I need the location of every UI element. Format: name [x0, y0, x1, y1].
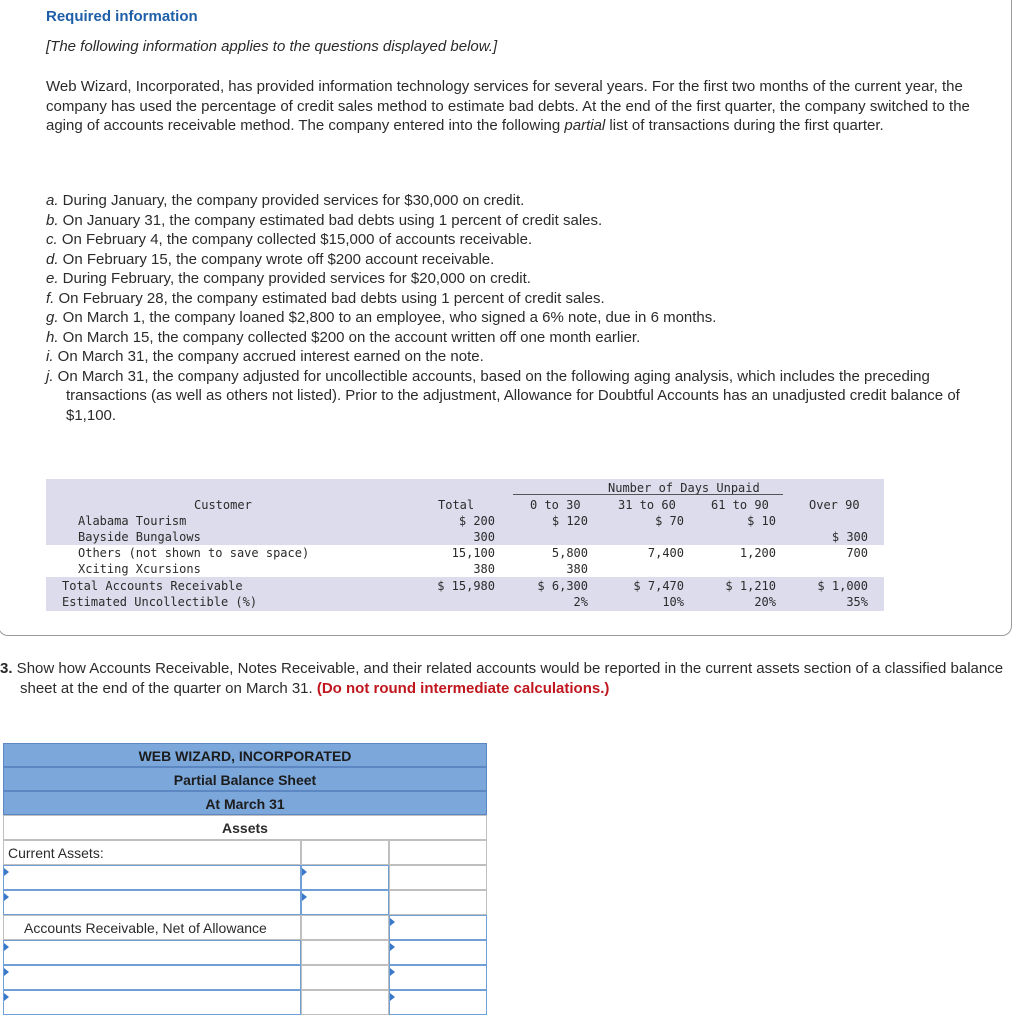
total-ar-total: $ 15,980 — [437, 579, 495, 593]
transaction-item: h. On March 15, the company collected $200 on the account written off one month earlier. — [46, 328, 641, 346]
aging-row-total: 15,100 — [451, 546, 495, 560]
account-select-4[interactable] — [3, 965, 301, 990]
intro-text-2: list of transactions during the first quarter. — [605, 117, 884, 134]
transaction-item: d. On February 15, the company wrote off $200 account receivable. — [46, 250, 495, 268]
total-cell — [389, 840, 487, 865]
aging-row-total: 300 — [473, 530, 495, 544]
transaction-item: g. On March 1, the company loaned $2,800 to an employee, who signed a 6% note, due in 6 months. — [46, 309, 717, 326]
aging-table — [46, 479, 884, 612]
company-name: WEB WIZARD, INCORPORATED — [3, 743, 487, 767]
statement-date: At March 31 — [3, 791, 487, 815]
aging-row-total: $ 200 — [458, 514, 495, 528]
aging-row-total: 380 — [473, 562, 495, 576]
account-select-1[interactable] — [3, 865, 301, 890]
intro-text-1: Web Wizard, Incorporated, has provided information technology services for several years. For the first two months of the current year, the company has used the percentage of credit sales method to estimate bad debts. At the end of the first quarter, the company switched to the aging of accounts receivable method. The company entered into the following — [46, 78, 970, 134]
days-unpaid-header: Number of Days Unpaid — [608, 481, 760, 495]
estimate-31-60: 10% — [662, 595, 684, 609]
col-customer: Customer — [194, 498, 252, 512]
account-select-5[interactable] — [3, 990, 301, 1015]
intro-paragraph — [46, 77, 976, 136]
estimate-61-90: 20% — [754, 595, 776, 609]
col-over-90: Over 90 — [809, 498, 860, 512]
col-0-30: 0 to 30 — [530, 498, 581, 512]
amount-cell — [301, 990, 389, 1015]
aging-row-customer: Others (not shown to save space) — [78, 546, 310, 560]
total-input-4[interactable] — [389, 965, 487, 990]
total-cell — [389, 890, 487, 915]
total-input-5[interactable] — [389, 990, 487, 1015]
col-31-60: 31 to 60 — [618, 498, 676, 512]
estimated-uncollectible-label: Estimated Uncollectible (%) — [62, 595, 258, 609]
ar-net-total-input[interactable] — [389, 915, 487, 940]
estimate-0-30: 2% — [573, 595, 588, 609]
account-select-3[interactable] — [3, 940, 301, 965]
question-warning: (Do not round intermediate calculations.) — [316, 680, 610, 697]
aging-row-over-90: 700 — [846, 546, 868, 560]
transaction-item: i. On March 31, the company accrued interest earned on the note. — [46, 348, 484, 365]
current-assets-label: Current Assets: — [8, 845, 104, 861]
transaction-item: f. On February 28, the company estimated bad debts using 1 percent of credit sales. — [46, 289, 605, 307]
info-note: [The following information applies to the questions displayed below.] — [46, 38, 498, 55]
aging-row-61-90: 1,200 — [739, 546, 776, 560]
statement-title: Partial Balance Sheet — [3, 767, 487, 791]
intro-italic-word: partial — [564, 117, 606, 134]
aging-row-over-90: $ 300 — [831, 530, 868, 544]
amount-cell — [301, 840, 389, 865]
question-text: Show how Accounts Receivable, Notes Receivable, and their related accounts would be reported in the current assets section of a classified balance sheet at the end of the quarter on March 31. — [12, 660, 1004, 697]
total-ar-over-90: $ 1,000 — [817, 579, 868, 593]
col-61-90: 61 to 90 — [711, 498, 769, 512]
amount-cell — [301, 940, 389, 965]
amount-cell — [301, 915, 389, 940]
aging-row-0-30: 380 — [566, 562, 588, 576]
question-3 — [0, 659, 1010, 699]
total-cell — [389, 865, 487, 890]
account-select-2[interactable] — [3, 890, 301, 915]
amount-input-1[interactable] — [301, 865, 389, 890]
aging-row-0-30: 5,800 — [551, 546, 588, 560]
transaction-item: j. On March 31, the company adjusted for uncollectible accounts, based on the following aging analysis, which includes the preceding transactions (as well as others not listed). Prior to the adjustment, Allowance for Doubtful Accounts has an unadjusted credit balance of $1,100. — [46, 367, 960, 424]
transaction-item: c. On February 4, the company collected $15,000 of accounts receivable. — [46, 231, 533, 248]
amount-cell — [301, 965, 389, 990]
transaction-list — [46, 191, 966, 425]
estimate-over-90: 35% — [846, 595, 868, 609]
question-number: 3. — [0, 660, 13, 677]
amount-input-2[interactable] — [301, 890, 389, 915]
transaction-item: b. On January 31, the company estimated bad debts using 1 percent of credit sales. — [46, 211, 603, 229]
total-input-3[interactable] — [389, 940, 487, 965]
total-ar-0-30: $ 6,300 — [537, 579, 588, 593]
transaction-item: e. During February, the company provided services for $20,000 on credit. — [46, 270, 531, 287]
aging-row-31-60: $ 70 — [655, 514, 684, 528]
ar-net-label-cell — [3, 915, 301, 940]
aging-row-31-60: 7,400 — [647, 546, 684, 560]
aging-row-61-90: $ 10 — [747, 514, 776, 528]
aging-row-customer: Bayside Bungalows — [78, 530, 201, 544]
required-info-title: Required information — [46, 8, 198, 25]
total-ar-label: Total Accounts Receivable — [62, 579, 243, 593]
col-total: Total — [438, 498, 475, 512]
current-assets-label-cell — [3, 840, 301, 865]
group-underline — [513, 494, 783, 495]
assets-heading: Assets — [3, 815, 487, 840]
aging-row-0-30: $ 120 — [551, 514, 588, 528]
total-ar-61-90: $ 1,210 — [725, 579, 776, 593]
ar-net-label: Accounts Receivable, Net of Allowance — [24, 920, 267, 936]
total-ar-31-60: $ 7,470 — [633, 579, 684, 593]
aging-row-customer: Xciting Xcursions — [78, 562, 201, 576]
transaction-item: a. During January, the company provided services for $30,000 on credit. — [46, 192, 525, 209]
aging-row-customer: Alabama Tourism — [78, 514, 187, 528]
